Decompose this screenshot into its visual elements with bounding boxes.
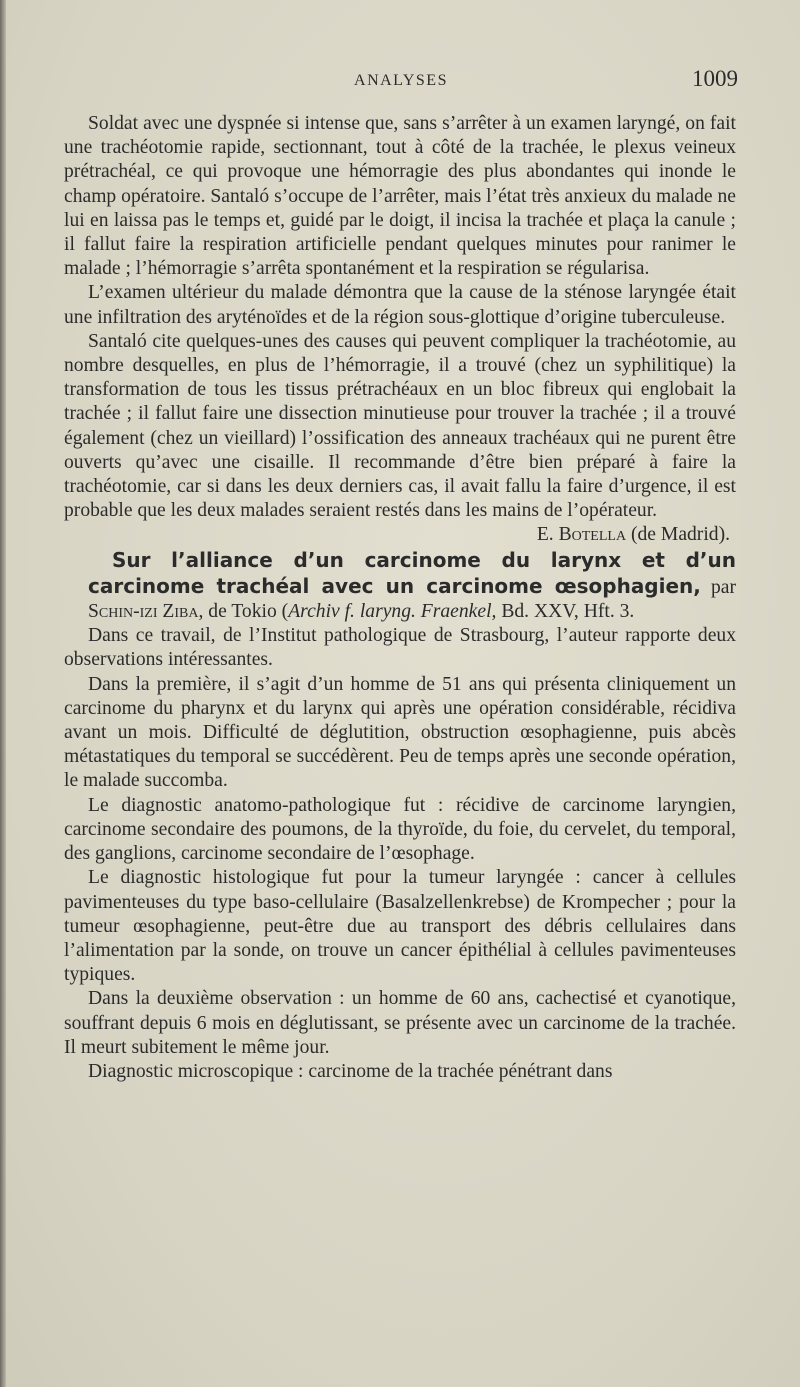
paragraph: Dans la première, il s’agit d’un homme de 51 ans qui présenta cliniquement un carcinome du pharynx et du larynx qui après une opération considérable, récidiva avant un mois. Difficulté de déglutition, obstruction œsophagienne, puis abcès métastatiques du temporal se succédèrent. Peu de temps après une seconde opération, le malade succomba.: [64, 673, 736, 792]
article-journal: Archiv f. laryng. Fraenkel,: [288, 601, 497, 623]
paragraph: Diagnostic microscopique : carcinome de la trachée pénétrant dans: [88, 1060, 613, 1082]
page-spine-shadow: [0, 0, 6, 1387]
signature: [64, 523, 736, 547]
paragraph: Santaló cite quelques-unes des causes qui peuvent compliquer la trachéotomie, au nombre desquelles, en plus de l’hémorragie, il a trouvé (chez un syphilitique) la transformation de tous les tissus prétrachéaux en un bloc fibreux qui englobait la trachée ; il fallut faire une dissection minutieuse pour trouver la trachée ; il a trouvé également (chez un vieillard) l’ossification des anneaux trachéaux qui ne purent être ouverts qu’avec une cisaille. Il recommande d’être bien préparé à faire la trachéotomie, car si dans les deux derniers cas, il avait fallu la faire d’urgence, il est probable que les deux malades seraient restés dans les mains de l’opérateur.: [64, 330, 736, 522]
running-head: [64, 66, 738, 92]
paragraph: Dans ce travail, de l’Institut pathologique de Strasbourg, l’auteur rapporte deux observations intéressantes.: [64, 625, 736, 671]
article-by: par: [700, 576, 736, 598]
signature-suffix: (de Madrid).: [626, 524, 730, 546]
paragraph: L’examen ultérieur du malade démontra que la cause de la sténose laryngée était une infiltration des aryténoïdes et de la région sous-glottique d’origine tuberculeuse.: [64, 282, 736, 328]
article-title: [64, 548, 736, 625]
paragraph: Le diagnostic anatomo-pathologique fut : récidive de carcinome laryngien, carcinome secondaire des poumons, de la thyroïde, du foie, du cervelet, du temporal, des ganglions, carcinome secondaire de l’œsophage.: [64, 794, 736, 865]
signature-name: Botella: [558, 524, 627, 546]
paragraph: Soldat avec une dyspnée si intense que, sans s’arrêter à un examen laryngé, on fait une trachéotomie rapide, sectionnant, tout à côté de la trachée, le plexus veineux prétrachéal, ce qui provoque une hémorragie des plus abondantes qui inonde le champ opératoire. Santaló s’occupe de l’arrêter, mais l’état très anxieux du malade ne lui en laissa pas le temps et, guidé par le doigt, il incisa la trachée et plaça la canule ; il fallut faire la respiration artificielle pendant quelques minutes pour ranimer le malade ; l’hémorragie s’arrêta spontanément et la respiration se régularisa.: [64, 113, 736, 280]
paragraph: Le diagnostic histologique fut pour la tumeur laryngée : cancer à cellules pavimenteuses du type baso-cellulaire (Basalzellenkrebse) de Krompecher ; pour la tumeur œsophagienne, peut-être due au transport des débris cellulaires dans l’alimentation par la sonde, on trouve un cancer épithélial à cellules pavimenteuses typiques.: [64, 867, 736, 986]
body-text: [64, 112, 736, 1084]
paragraph: Dans la deuxième observation : un homme de 60 ans, cachectisé et cyanotique, souffrant depuis 6 mois en déglutissant, se présente avec un carcinome de la trachée. Il meurt subitement le même jour.: [64, 988, 736, 1058]
article-reference: Bd. XXV, Hft. 3.: [496, 601, 635, 623]
signature-prefix: E.: [536, 524, 559, 546]
article-place: , de Tokio (: [198, 601, 289, 623]
page-number: 1009: [692, 66, 738, 91]
running-head-title: ANALYSES: [354, 72, 448, 89]
article-author: Schin-izi Ziba: [88, 601, 199, 623]
article-heading: Sur l’alliance d’un carcinome du larynx et d’un carcinome trachéal avec un carcinome œsophagien,: [88, 547, 736, 598]
